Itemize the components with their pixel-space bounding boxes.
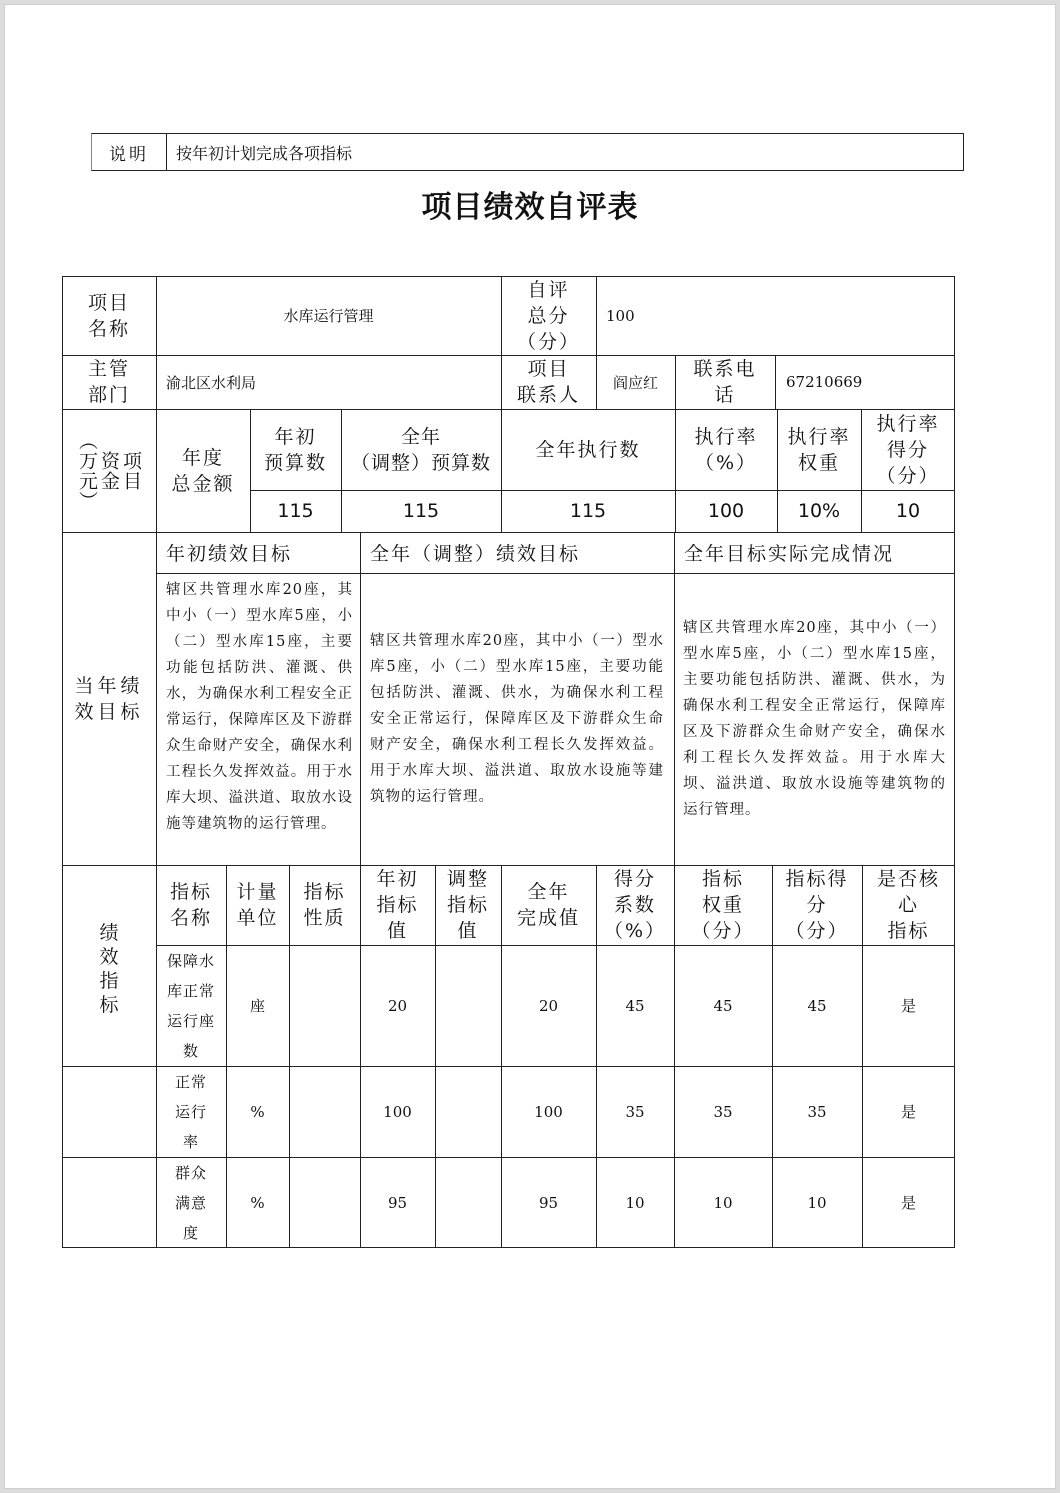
goals-adjusted-header: 全年（调整）绩效目标	[370, 543, 581, 565]
ind-row-2-unit: %	[250, 1102, 265, 1121]
ind-row-3-core: 是	[900, 1194, 916, 1212]
ind-row-1-unit: 座	[249, 997, 265, 1015]
ind-row-1-adjusted	[435, 945, 501, 1066]
funds-weight-header: 执行率 权重	[787, 425, 851, 474]
ind-row-3-unit: %	[250, 1193, 265, 1212]
ind-row-1-nature	[289, 945, 360, 1066]
ind-header-coef: 得分 系数 （%）	[603, 868, 667, 942]
indicators-label-text: 绩 效 指 标	[99, 922, 119, 1016]
ind-header-initial: 年初 指标 值	[376, 868, 419, 942]
ind-row-2-core: 是	[900, 1103, 916, 1121]
page-title: 项目绩效自评表	[421, 190, 639, 225]
note-label: 说明	[109, 144, 149, 165]
indicators-label	[62, 865, 156, 1066]
funds-executed-header: 全年执行数	[535, 438, 641, 461]
ind-header-adjusted: 调整 指标 值	[446, 868, 489, 942]
self-score-label: 自评 总分 （分）	[516, 278, 580, 353]
department-label: 主管 部门	[87, 358, 130, 406]
phone-value: 67210669	[786, 373, 863, 391]
project-name-value: 水库运行管理	[283, 307, 374, 325]
goals-adjusted-text: 辖区共管理水库20座，其中小（一）型水库5座，小（二）型水库15座，主要功能包括防洪、灌溉、供水，为确保水利工程安全正常运行，保障库区及下游群众生命财产安全，确保水利工程长久发挥效益。用于水库大坝、溢洪道、取放水设施等建筑物的运行管理。	[370, 633, 664, 805]
ind-row-1-coef: 45	[625, 996, 645, 1015]
goals-label: 当年绩 效目标	[74, 674, 144, 723]
funds-rate-header: 执行率 （%）	[694, 425, 758, 474]
ind-header-name: 指标 名称	[169, 881, 212, 929]
ind-row-1-weight: 45	[713, 996, 733, 1015]
goals-adjusted-cell	[360, 573, 674, 865]
ind-row-1-score: 45	[807, 996, 827, 1015]
ind-row-2-weight: 35	[713, 1102, 733, 1121]
funds-adjusted-budget-value: 115	[402, 500, 440, 522]
funds-score-header: 执行率 得分 （分）	[876, 412, 940, 487]
ind-row-2-coef: 35	[625, 1102, 645, 1121]
ind-row-3-weight: 10	[713, 1193, 733, 1212]
funds-rate-value: 100	[707, 500, 745, 522]
contact-value: 阎应红	[612, 373, 658, 392]
funds-executed-value: 115	[569, 500, 607, 522]
phone-label: 联系电 话	[693, 358, 757, 406]
goals-actual-text: 辖区共管理水库20座，其中小（一）型水库5座，小（二）型水库15座，主要功能包括防洪、灌溉、供水，为确保水利工程安全正常运行，保障库区及下游群众生命财产安全，确保水利工程长久发挥效益。用于水库大坝、溢洪道、取放水设施等建筑物的运行管理。	[683, 620, 946, 818]
ind-row-3-initial: 95	[387, 1193, 408, 1212]
ind-row-2-score: 35	[807, 1102, 827, 1121]
funds-adjusted-budget-header: 全年 （调整）预算数	[350, 425, 491, 474]
ind-row-3-nature	[289, 1157, 360, 1248]
ind-row-2-initial: 100	[383, 1102, 412, 1121]
ind-header-score: 指标得 分 （分）	[785, 868, 849, 942]
ind-header-completed: 全年 完成值	[516, 881, 580, 929]
ind-row-2-adjusted	[435, 1066, 501, 1157]
department-value: 渝北区水利局	[166, 373, 257, 392]
ind-row-2-completed: 100	[534, 1102, 563, 1121]
contact-label: 项目 联系人	[516, 358, 580, 406]
funds-initial-budget-header: 年初 预算数	[263, 425, 327, 474]
funds-initial-budget-value: 115	[277, 500, 314, 522]
goals-initial-text: 辖区共管理水库20座，其中小（一）型水库5座，小（二）型水库15座，主要功能包括防洪、灌溉、供水，为确保水利工程安全正常运行，保障库区及下游群众生命财产安全，确保水利工程长久发挥效益。用于水库大坝、溢洪道、取放水设施等建筑物的运行管理。	[166, 582, 353, 832]
ind-row-3-completed: 95	[538, 1193, 559, 1212]
funds-label-text: 项目 资金 （万元）	[76, 430, 142, 511]
funds-score-value: 10	[895, 500, 921, 522]
funds-label	[62, 409, 156, 532]
note-text: 按年初计划完成各项指标	[176, 143, 353, 163]
goals-actual-header: 全年目标实际完成情况	[684, 543, 895, 565]
funds-weight-value: 10%	[797, 500, 841, 522]
ind-header-unit: 计量 单位	[236, 881, 279, 929]
ind-header-nature: 指标 性质	[303, 881, 346, 929]
ind-header-weight: 指标 权重 （分）	[691, 868, 755, 942]
ind-row-3-name: 群众 满意 度	[174, 1163, 207, 1242]
ind-row-3-score: 10	[807, 1193, 827, 1212]
ind-row-3-coef: 10	[625, 1193, 645, 1212]
goals-actual-cell	[674, 573, 955, 865]
ind-row-2-nature	[289, 1066, 360, 1157]
ind-row-2-name: 正常 运行 率	[174, 1072, 207, 1151]
ind-row-1-completed: 20	[538, 996, 559, 1015]
self-score-value: 100	[606, 306, 635, 325]
ind-header-core: 是否核 心 指标	[876, 868, 940, 942]
funds-total-header: 年度 总金额	[171, 446, 235, 495]
project-name-label: 项目 名称	[87, 291, 130, 340]
goals-initial-header: 年初绩效目标	[166, 543, 293, 565]
ind-row-1-initial: 20	[387, 996, 408, 1015]
ind-row-1-core: 是	[900, 997, 916, 1015]
ind-row-1-name: 保障水 库正常 运行座 数	[166, 951, 215, 1060]
ind-row-3-adjusted	[435, 1157, 501, 1248]
